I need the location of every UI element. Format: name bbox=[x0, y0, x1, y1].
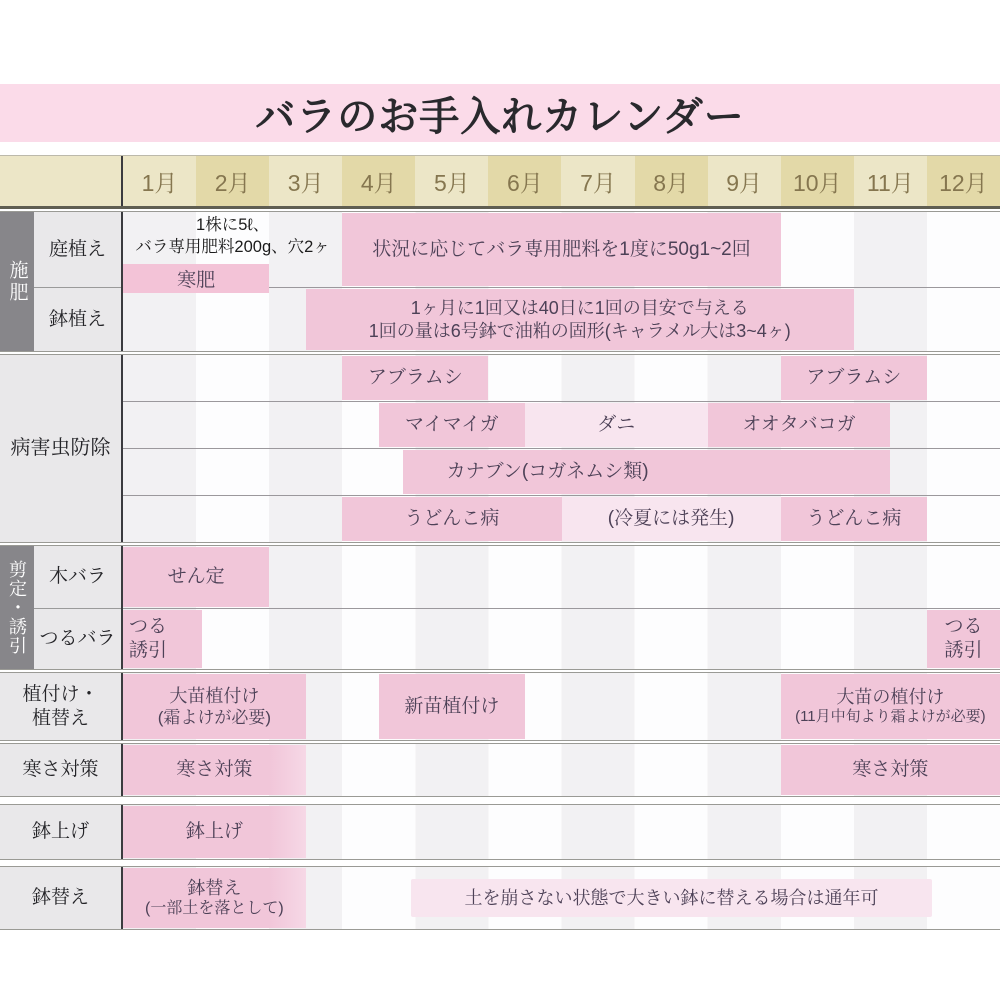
month-header-1: 1月 bbox=[123, 156, 196, 206]
month-header-12: 12月 bbox=[927, 156, 1000, 206]
section-label-potting-up: 鉢上げ bbox=[31, 821, 89, 843]
section-fertilizing bbox=[0, 211, 1000, 352]
month-header-8: 8月 bbox=[635, 156, 708, 206]
band-bareroot-planting: 大苗植付け (霜よけが必要) bbox=[123, 674, 306, 739]
section-label-pest-control: 病害虫防除 bbox=[10, 437, 111, 459]
band-gypsy-moth: マイマイガ bbox=[379, 403, 525, 447]
row-bush-rose bbox=[123, 546, 1000, 608]
band-mildew-spring: うどんこ病 bbox=[342, 497, 561, 541]
section-potting-up bbox=[0, 804, 1000, 860]
row-repotting bbox=[123, 867, 1000, 929]
band-cold-protection-winter: 寒さ対策 bbox=[123, 745, 306, 795]
section-fertilizing-labels bbox=[0, 212, 123, 351]
band-potting-up: 鉢上げ bbox=[123, 806, 306, 858]
row-moths-mites bbox=[123, 401, 1000, 448]
band-autumn-bareroot-planting: 大苗の植付け (11月中旬より霜よけが必要) bbox=[781, 674, 1000, 739]
section-label-repotting: 鉢替え bbox=[31, 887, 89, 909]
band-cold-protection-autumn: 寒さ対策 bbox=[781, 745, 1000, 795]
row-potting-up bbox=[123, 805, 1000, 859]
row-label-pot-planted: 鉢植え bbox=[34, 287, 121, 351]
month-header-2: 2月 bbox=[196, 156, 269, 206]
section-planting-repotting bbox=[0, 672, 1000, 741]
band-mildew-cool-summer: (冷夏には発生) bbox=[562, 497, 781, 541]
category-label-fertilizing: 施肥 bbox=[0, 212, 34, 351]
band-repotting-anytime: 土を崩さない状態で大きい鉢に替える場合は通年可 bbox=[411, 879, 933, 917]
band-seasonal-fertilizer: 状況に応じてバラ専用肥料を1度に50g1~2回 bbox=[342, 213, 781, 286]
row-label-garden-planted: 庭植え bbox=[48, 238, 106, 260]
section-cold-protection bbox=[0, 743, 1000, 797]
garden-fertilizer-note: 1株に5ℓ、 バラ専用肥料200g、穴2ヶ bbox=[135, 216, 330, 256]
month-header-10: 10月 bbox=[781, 156, 854, 206]
band-pruning: せん定 bbox=[123, 547, 269, 607]
month-header-11: 11月 bbox=[854, 156, 927, 206]
section-label-cold-protection: 寒さ対策 bbox=[22, 759, 99, 781]
month-header-6: 6月 bbox=[488, 156, 561, 206]
section-pruning-training bbox=[0, 545, 1000, 670]
month-header-row bbox=[0, 155, 1000, 209]
month-header-5: 5月 bbox=[415, 156, 488, 206]
band-pot-fertilizer: 1ヶ月に1回又は40日に1回の目安で与える 1回の量は6号鉢で油粕の固形(キャラメル大は3~4ヶ) bbox=[306, 289, 854, 350]
band-new-seedling-planting: 新苗植付け bbox=[379, 674, 525, 739]
row-climbing-rose bbox=[123, 608, 1000, 669]
row-planting bbox=[123, 673, 1000, 740]
row-label-climbing-rose: つるバラ bbox=[34, 608, 121, 669]
header-corner-cell bbox=[0, 156, 123, 206]
row-label-bush-rose: 木バラ bbox=[48, 566, 106, 588]
band-winter-fertilizer: 寒肥 bbox=[123, 264, 269, 293]
calendar-table bbox=[0, 155, 1000, 930]
month-header-3: 3月 bbox=[269, 156, 342, 206]
band-mildew-autumn: うどんこ病 bbox=[781, 497, 927, 541]
category-label-pruning: 剪定・誘引 bbox=[0, 546, 34, 669]
row-powdery-mildew bbox=[123, 495, 1000, 542]
row-cold-protection bbox=[123, 744, 1000, 796]
band-aphid-autumn: アブラムシ bbox=[781, 356, 927, 400]
band-vine-training-winter: つる 誘引 bbox=[123, 610, 202, 668]
row-pot-planted bbox=[123, 287, 1000, 351]
page-title-bar bbox=[0, 84, 1000, 142]
page-title: バラのお手入れカレンダー bbox=[255, 94, 745, 139]
month-header-4: 4月 bbox=[342, 156, 415, 206]
band-mites: ダニ bbox=[525, 403, 708, 447]
band-cotton-bollworm: オオタバコガ bbox=[708, 403, 891, 447]
row-beetles bbox=[123, 448, 1000, 495]
month-header-7: 7月 bbox=[561, 156, 634, 206]
section-label-planting: 植付け・ 植替え bbox=[22, 683, 99, 729]
band-aphid-spring: アブラムシ bbox=[342, 356, 488, 400]
month-header-9: 9月 bbox=[708, 156, 781, 206]
band-vine-training-december: つる 誘引 bbox=[927, 610, 1000, 668]
band-repotting-winter: 鉢替え (一部土を落として) bbox=[123, 868, 306, 928]
section-pest-control bbox=[0, 354, 1000, 543]
band-drone-beetle: カナブン(コガネムシ類) bbox=[403, 450, 891, 494]
row-aphids bbox=[123, 355, 1000, 401]
section-repotting bbox=[0, 866, 1000, 930]
